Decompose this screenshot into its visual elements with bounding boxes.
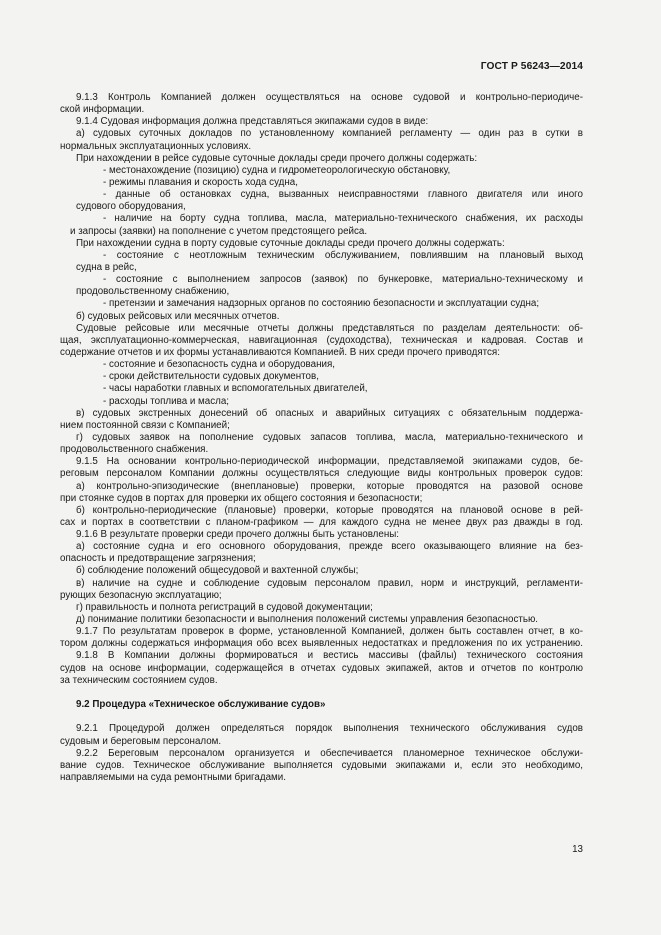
text-line: продовольственному снабжению, bbox=[76, 286, 230, 298]
text-line: - режимы плавания и скорость хода судна, bbox=[103, 176, 298, 188]
text-line: 9.2.1 Процедурой должен определяться порядок выполнения технического обслуживания судов bbox=[76, 723, 583, 735]
text-line: д) понимание политики безопасности и выполнения положений системы управления безопасностью. bbox=[76, 614, 539, 626]
standard-designation: ГОСТ Р 56243—2014 bbox=[480, 61, 583, 72]
text-line: ской информации. bbox=[60, 104, 145, 116]
text-line: - сроки действительности судовых документов, bbox=[103, 371, 319, 383]
text-line: 9.1.5 На основании контрольно-периодической информации, представляемой экипажами судов, бе- bbox=[76, 456, 583, 468]
text-line: - часы наработки главных и вспомогательных двигателей, bbox=[103, 383, 368, 395]
spacer bbox=[60, 711, 583, 723]
text-line: г) судовых заявок на пополнение судовых запасов топлива, масла, материально-технического и bbox=[76, 431, 583, 443]
text-line: б) контрольно-периодические (плановые) проверки, которые проводятся на плановой основе в рей- bbox=[76, 504, 583, 516]
text-line: а) судовых суточных докладов по установленному компанией регламенту — один раз в сутки в bbox=[76, 128, 583, 140]
text-line: судового оборудования, bbox=[76, 201, 186, 213]
text-line: а) состояние судна и его основного оборудования, прежде всего оказывающего влияние на без- bbox=[76, 541, 583, 553]
text-line: содержание отчетов и их формы устанавливаются Компанией. В них среди прочего приводятся: bbox=[60, 346, 500, 358]
text-line: 9.2.2 Береговым персоналом организуется и обеспечивается планомерное техническое обслужи- bbox=[76, 747, 583, 759]
text-line: сах и портах в соответствии с планом-графиком — для каждого судна не менее двух раз дважды в год. bbox=[60, 516, 583, 528]
section-heading: 9.2 Процедура «Техническое обслуживание судов» bbox=[76, 699, 326, 711]
text-line: Судовые рейсовые или месячные отчеты должны представляться по разделам деятельности: об- bbox=[76, 322, 583, 334]
text-line: При нахождении судна в порту судовые суточные доклады среди прочего должны содержать: bbox=[76, 237, 505, 249]
document-body bbox=[60, 92, 583, 784]
text-line: 9.1.6 В результате проверки среди прочего должны быть установлены: bbox=[76, 529, 400, 541]
text-line: тором должны содержаться информация обо всех выявленных недостатках и предложения по их устранению. bbox=[60, 638, 583, 650]
text-line: а) контрольно-эпизодические (внеплановые) проверки, которые проводятся на разовой основе bbox=[76, 480, 583, 492]
text-line: 9.1.7 По результатам проверок в форме, установленной Компанией, должен быть составлен отчет, в ко- bbox=[76, 626, 583, 638]
text-line: г) правильность и полнота регистраций в судовой документации; bbox=[76, 601, 373, 613]
text-line: в) наличие на судне и соблюдение судовым персоналом правил, норм и инструкций, регламенти- bbox=[76, 577, 583, 589]
text-line: опасность и предотвращение загрязнения; bbox=[60, 553, 256, 565]
text-line: б) соблюдение положений общесудовой и вахтенной службы; bbox=[76, 565, 359, 577]
text-line: 9.1.3 Контроль Компанией должен осуществляться на основе судовой и контрольно-периодиче- bbox=[76, 92, 583, 103]
text-line: нормальных эксплуатационных условиях. bbox=[60, 140, 252, 152]
text-line: продовольственного снабжения. bbox=[60, 444, 209, 456]
text-line: реговым персоналом Компании должны осуществляться следующие виды контрольных проверок судов: bbox=[60, 468, 583, 480]
text-line: б) судовых рейсовых или месячных отчетов. bbox=[76, 310, 280, 322]
text-line: направляемыми на суда ремонтными бригадами. bbox=[60, 771, 286, 783]
text-line: При нахождении в рейсе судовые суточные доклады среди прочего должны содержать: bbox=[76, 152, 478, 164]
text-line: - состояние с выполнением запросов (заявок) по бункеровке, материально-техническому и bbox=[103, 274, 583, 286]
text-line: за техническим состоянием судов. bbox=[60, 674, 218, 686]
text-line: судовым и береговым персоналом. bbox=[60, 735, 222, 747]
text-line: нием постоянной связи с Компанией; bbox=[60, 419, 230, 431]
text-line: - расходы топлива и масла; bbox=[103, 395, 230, 407]
text-line: щая, эксплуатационно-коммерческая, навигационная (судоходства), техническая и кадровая. Состав и bbox=[60, 334, 583, 346]
text-line: - претензии и замечания надзорных органов по состоянию безопасности и эксплуатации судна; bbox=[103, 298, 540, 310]
text-line: - состояние с неотложным техническим обслуживанием, повлиявшим на плановый выход bbox=[103, 249, 583, 261]
text-line: - местонахождение (позицию) судна и гидрометеорологическую обстановку, bbox=[103, 164, 451, 176]
text-line: и запросы (заявки) на пополнение с учетом предстоящего рейса. bbox=[70, 225, 368, 237]
text-line: при стоянке судов в портах для проверки их общего состояния и безопасности; bbox=[60, 492, 423, 504]
text-line: судна в рейс, bbox=[76, 261, 137, 273]
text-line: 9.1.8 В Компании должны формироваться и вестись массивы (файлы) технического состояния bbox=[76, 650, 583, 662]
text-line: - состояние и безопасность судна и оборудования, bbox=[103, 359, 336, 371]
text-line: 9.1.4 Судовая информация должна представляться экипажами судов в виде: bbox=[76, 116, 429, 128]
text-line: - данные об остановках судна, вызванных неисправностями главного двигателя или иного bbox=[103, 189, 583, 201]
text-line: рующих безопасную эксплуатацию; bbox=[60, 589, 222, 601]
text-line: - наличие на борту судна топлива, масла, материально-технического снабжения, их расходы bbox=[103, 213, 583, 225]
text-line: в) судовых экстренных донесений об опасных и аварийных ситуациях с обязательным поддержа- bbox=[76, 407, 583, 419]
text-line: судов на основе информации, содержащейся в отчетах судовых экипажей, актов и отчетов по контролю bbox=[60, 662, 583, 674]
spacer bbox=[60, 687, 583, 699]
page-number: 13 bbox=[572, 844, 583, 855]
text-line: вание судов. Техническое обслуживание выполняется судовыми экипажами и, если это необходимо, bbox=[60, 759, 583, 771]
